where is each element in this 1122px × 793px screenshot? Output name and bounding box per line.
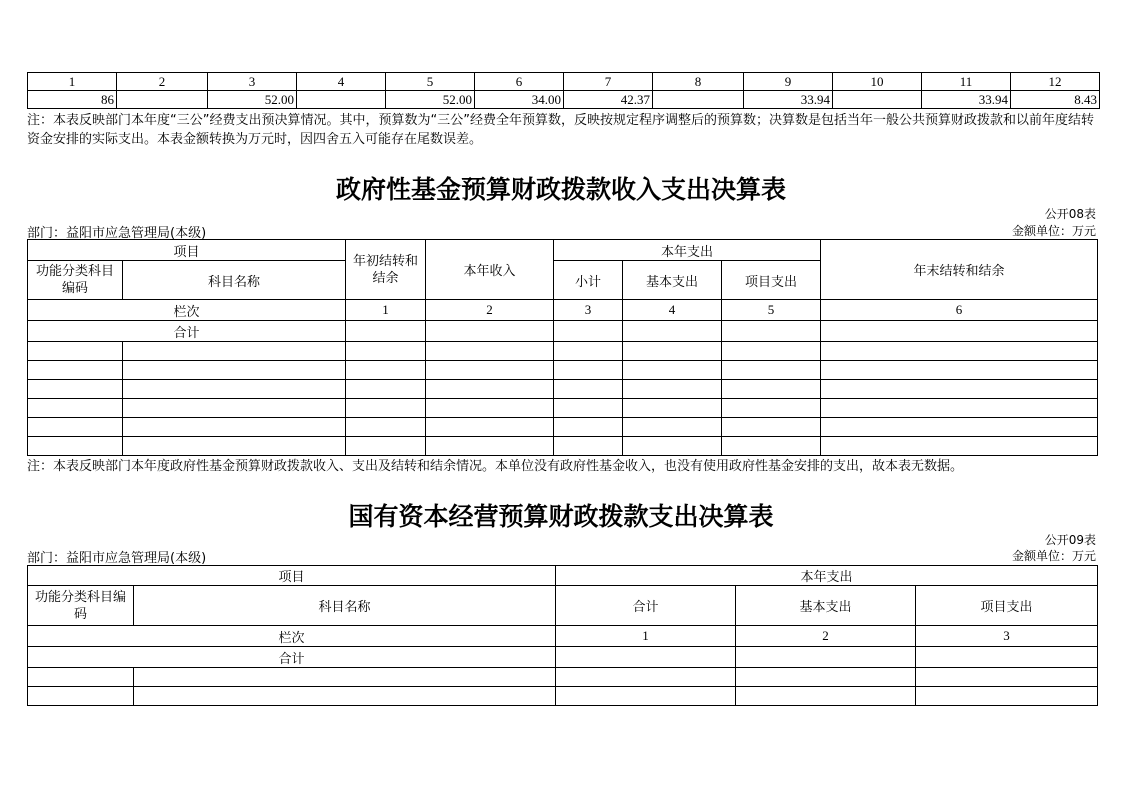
header-subject-name: 科目名称 xyxy=(134,586,556,626)
table-row xyxy=(28,342,1098,361)
col-number: 7 xyxy=(564,73,653,91)
header-basic: 基本支出 xyxy=(736,586,916,626)
header-expense: 本年支出 xyxy=(556,566,1098,586)
table09-code: 公开09表 xyxy=(1044,533,1096,547)
col-number: 1 xyxy=(556,626,736,647)
value-cell: 42.37 xyxy=(564,91,653,109)
col-number: 1 xyxy=(28,73,117,91)
table-cell xyxy=(623,321,722,342)
table-cell xyxy=(426,321,554,342)
total-label: 合计 xyxy=(28,321,346,342)
table-cell xyxy=(722,321,821,342)
value-cell xyxy=(833,91,922,109)
header-income: 本年收入 xyxy=(426,240,554,300)
header-expense: 本年支出 xyxy=(554,240,821,261)
col-number: 3 xyxy=(916,626,1098,647)
table08-dept: 部门：益阳市应急管理局(本级) xyxy=(27,226,207,241)
sangong-note: 注：本表反映部门本年度“三公”经费支出预决算情况。其中，预算数为“三公”经费全年预算数，反映按规定程序调整后的预算数；决算数是包括当年一般公共预算财政拨款和以前年度结转资金安排的实际支出。本表金额转换为万元时，因四舍五入可能存在尾数误差。 xyxy=(27,113,1094,147)
value-cell: 34.00 xyxy=(475,91,564,109)
value-cell xyxy=(297,91,386,109)
col-number: 4 xyxy=(297,73,386,91)
header-total: 合计 xyxy=(556,586,736,626)
table-cell xyxy=(821,321,1098,342)
table-cell xyxy=(736,647,916,668)
table-row xyxy=(28,399,1098,418)
header-project: 项目支出 xyxy=(916,586,1098,626)
value-cell: 33.94 xyxy=(744,91,833,109)
col-number: 11 xyxy=(922,73,1011,91)
col-number: 6 xyxy=(821,300,1098,321)
table-cell xyxy=(556,647,736,668)
table08-title: 政府性基金预算财政拨款收入支出决算表 xyxy=(335,175,786,204)
table08-note: 注：本表反映部门本年度政府性基金预算财政拨款收入、支出及结转和结余情况。本单位没有政府性基金收入，也没有使用政府性基金安排的支出，故本表无数据。 xyxy=(27,459,964,474)
table-row xyxy=(28,361,1098,380)
value-cell: 33.94 xyxy=(922,91,1011,109)
col-number: 3 xyxy=(208,73,297,91)
header-basic: 基本支出 xyxy=(623,261,722,300)
col-number: 2 xyxy=(736,626,916,647)
col-number: 8 xyxy=(653,73,744,91)
col-number: 5 xyxy=(722,300,821,321)
table-cell xyxy=(916,647,1098,668)
header-begin-balance: 年初结转和结余 xyxy=(346,240,426,300)
table09 xyxy=(27,565,1098,706)
table08-code: 公开08表 xyxy=(1044,207,1096,221)
header-subtotal: 小计 xyxy=(554,261,623,300)
table09-unit: 金额单位：万元 xyxy=(1011,549,1096,563)
header-subject-name: 科目名称 xyxy=(123,261,346,300)
row-col-label: 栏次 xyxy=(28,300,346,321)
header-func-code: 功能分类科目编码 xyxy=(28,261,123,300)
value-cell: 52.00 xyxy=(386,91,475,109)
col-number: 12 xyxy=(1011,73,1100,91)
table-row xyxy=(28,437,1098,456)
value-cell xyxy=(653,91,744,109)
value-cell xyxy=(117,91,208,109)
col-number: 5 xyxy=(386,73,475,91)
col-number: 2 xyxy=(117,73,208,91)
col-number: 10 xyxy=(833,73,922,91)
value-cell: 8.43 xyxy=(1011,91,1100,109)
header-item: 项目 xyxy=(28,566,556,586)
table08-unit: 金额单位：万元 xyxy=(1011,224,1096,238)
col-number: 2 xyxy=(426,300,554,321)
table-row xyxy=(28,380,1098,399)
col-number: 1 xyxy=(346,300,426,321)
table08 xyxy=(27,239,1098,456)
col-number: 9 xyxy=(744,73,833,91)
col-number: 3 xyxy=(554,300,623,321)
total-label: 合计 xyxy=(28,647,556,668)
table-row xyxy=(28,418,1098,437)
table-row xyxy=(28,687,1098,706)
header-end-balance: 年末结转和结余 xyxy=(821,240,1098,300)
value-cell: 86 xyxy=(28,91,117,109)
header-func-code: 功能分类科目编码 xyxy=(28,586,134,626)
header-project: 项目支出 xyxy=(722,261,821,300)
value-cell: 52.00 xyxy=(208,91,297,109)
header-item: 项目 xyxy=(28,240,346,261)
table09-dept: 部门：益阳市应急管理局(本级) xyxy=(27,551,207,566)
sangong-table xyxy=(27,72,1100,109)
table09-title: 国有资本经营预算财政拨款支出决算表 xyxy=(348,502,774,531)
table-row xyxy=(28,668,1098,687)
table-cell xyxy=(554,321,623,342)
col-number: 6 xyxy=(475,73,564,91)
table-cell xyxy=(346,321,426,342)
row-col-label: 栏次 xyxy=(28,626,556,647)
col-number: 4 xyxy=(623,300,722,321)
